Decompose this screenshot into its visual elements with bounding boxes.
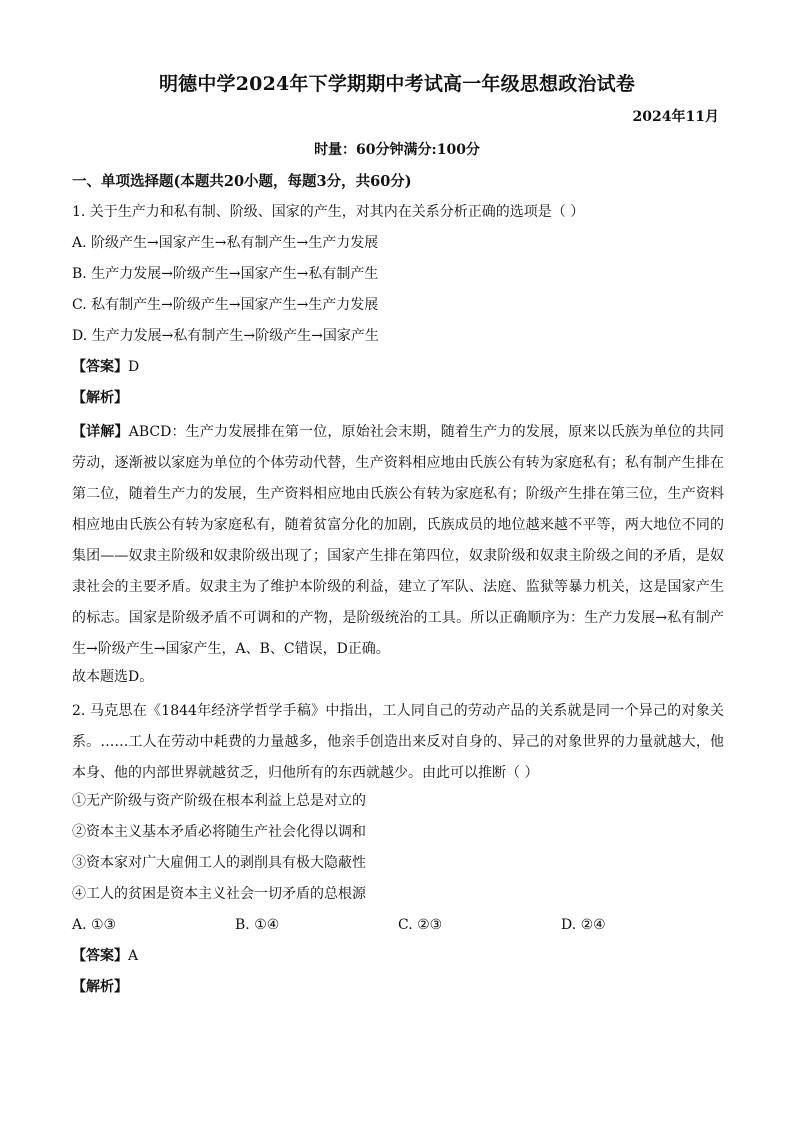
q1-analysis-tag xyxy=(72,386,724,417)
q1-detail xyxy=(72,417,724,665)
q1-option-d: D. 生产力发展→私有制产生→阶级产生→国家产生 xyxy=(72,328,379,344)
answer-value: A xyxy=(128,948,139,964)
q2-statement-4: ④工人的贫困是资本主义社会一切矛盾的总根源 xyxy=(72,886,366,902)
detail-text: ABCD：生产力发展排在第一位，原始社会末期，随着生产力的发展，原来以氏族为单位的共同劳动，逐渐被以家庭为单位的个体劳动代替，生产资料相应地由氏族公有转为家庭私有；私有制产生排在第二位，随着生产力的发展，生产资料相应地由氏族公有转为家庭私有；阶级产生排在第三位，生产资料相应地由氏族公有转为家庭私有，随着贫富分化的加剧，氏族成员的地位越来越不平等，两大地位不同的集团——奴隶主阶级和奴隶阶级出现了；国家产生排在第四位，奴隶阶级和奴隶主阶级之间的矛盾，是奴隶社会的主要矛盾。奴隶主为了维护本阶级的利益，建立了军队、法庭、监狱等暴力机关，这是国家产生的标志。国家是阶级矛盾不可调和的产物，是阶级统治的工具。所以正确顺序为：生产力发展→私有制产生→阶级产生→国家产生，A、B、C错误，D正确。 xyxy=(72,424,725,657)
q2-option-d: D. ②④ xyxy=(561,917,606,933)
analysis-tag: 【解析】 xyxy=(72,979,128,995)
q2-option-a: A. ①③ xyxy=(72,917,117,933)
section-heading: 一、单项选择题(本题共20小题，每题3分，共60分) xyxy=(72,173,412,190)
exam-date: 2024年11月 xyxy=(632,109,719,125)
q2-statement-1: ①无产阶级与资产阶级在根本利益上总是对立的 xyxy=(72,793,366,809)
question-content xyxy=(72,200,724,1006)
q1-option-a: A. 阶级产生→国家产生→私有制产生→生产力发展 xyxy=(72,235,379,251)
q2-answer xyxy=(72,944,724,975)
page-title: 明德中学2024年下学期期中考试高一年级思想政治试卷 xyxy=(158,73,636,95)
q2-option-b: B. ①④ xyxy=(235,917,280,933)
q1-option-c: C. 私有制产生→阶级产生→国家产生→生产力发展 xyxy=(72,297,379,313)
q1-answer xyxy=(72,355,724,386)
q1-conclusion: 故本题选D。 xyxy=(72,669,154,685)
time-score-line: 时量：60分钟满分:100分 xyxy=(314,142,480,158)
q2-options xyxy=(72,913,724,944)
q2-statement-2: ②资本主义基本矛盾必将随生产社会化得以调和 xyxy=(72,824,366,840)
answer-tag: 【答案】 xyxy=(72,359,128,375)
q2-option-c: C. ②③ xyxy=(398,917,443,933)
q2-stem: 2. 马克思在《1844年经济学哲学手稿》中指出，工人同自己的劳动产品的关系就是同一个异己的对象关系。……工人在劳动中耗费的力量越多，他亲手创造出来反对自身的、异己的对象世界的力量就越大，他本身、他的内部世界就越贫乏，归他所有的东西就越少。由此可以推断（ ） xyxy=(72,703,724,781)
answer-tag: 【答案】 xyxy=(72,948,128,964)
q2-statement-3: ③资本家对广大雇佣工人的剥削具有极大隐蔽性 xyxy=(72,855,366,871)
detail-tag: 【详解】 xyxy=(72,424,129,440)
q1-option-b: B. 生产力发展→阶级产生→国家产生→私有制产生 xyxy=(72,266,379,282)
analysis-tag: 【解析】 xyxy=(72,390,128,406)
q2-analysis-tag xyxy=(72,975,724,1006)
q1-stem: 1. 关于生产力和私有制、阶级、国家的产生，对其内在关系分析正确的选项是（ ） xyxy=(72,204,585,220)
answer-value: D xyxy=(128,359,140,375)
